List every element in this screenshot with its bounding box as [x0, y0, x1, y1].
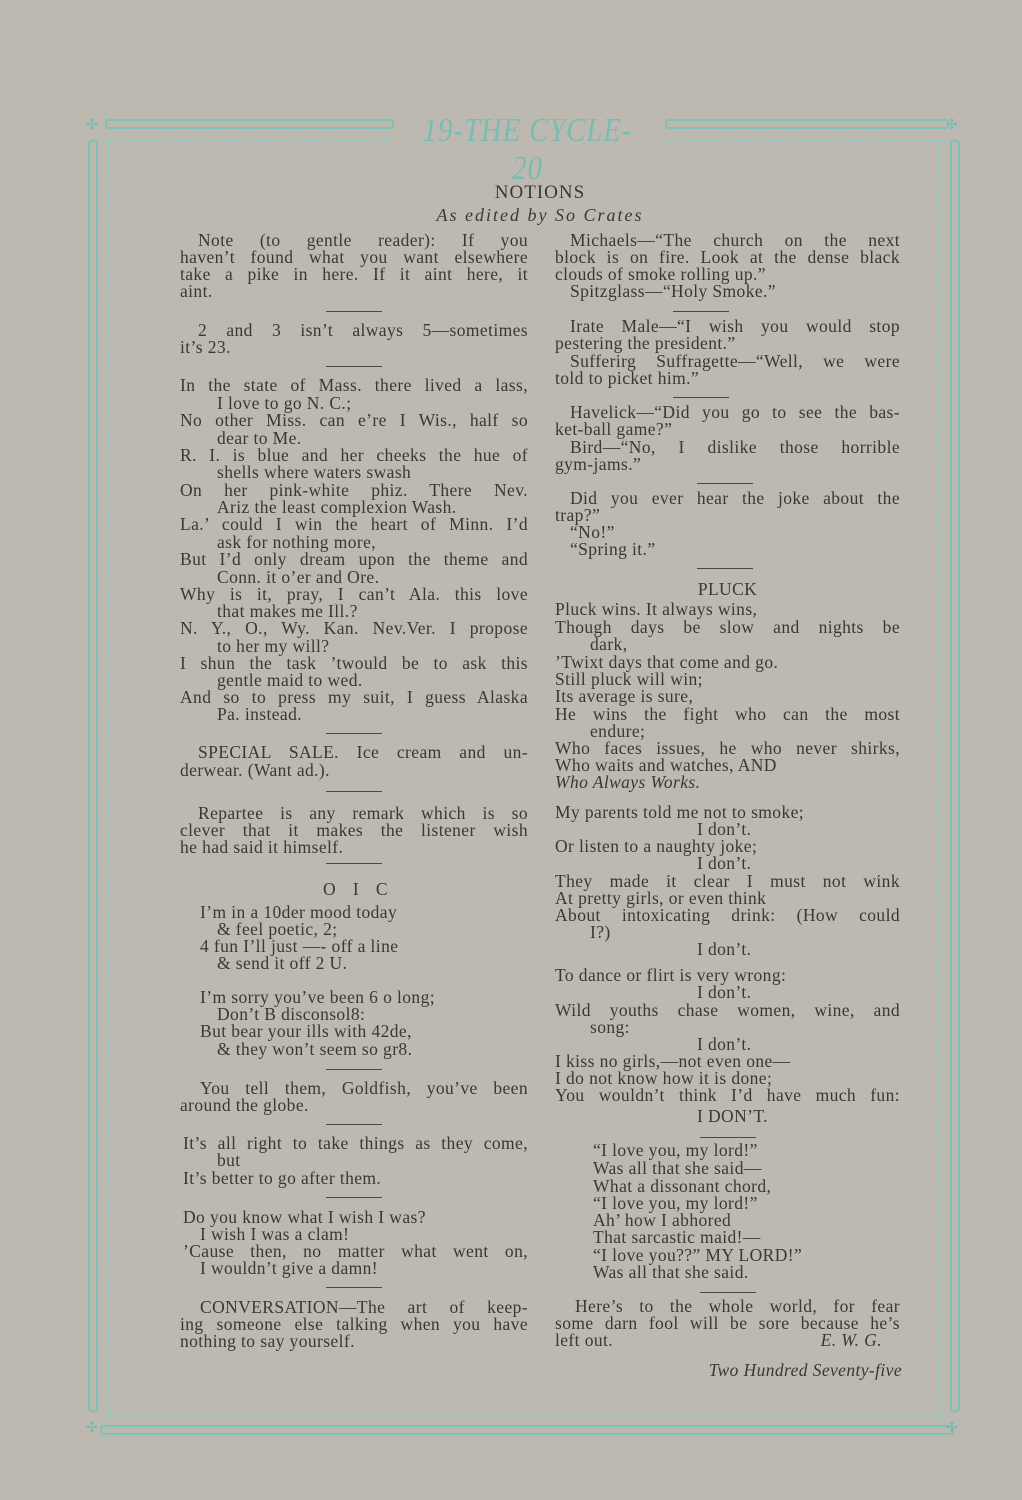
text-line: gym-jams.” — [555, 454, 642, 474]
text-line: Was all that she said— — [593, 1158, 762, 1178]
corner-ornament-icon: ✣ — [946, 1420, 958, 1436]
text-line: some darn fool will be sore because he’s — [555, 1313, 900, 1333]
text-line: My parents told me not to smoke; — [555, 802, 805, 822]
text-line: I?) — [590, 922, 611, 942]
text-line: I kiss no girls,—not even one— — [555, 1051, 791, 1071]
section-divider — [326, 791, 382, 792]
text-line: Sufferirg Suffragette—“Well, we were — [570, 351, 900, 371]
text-line: told to picket him.” — [555, 368, 700, 388]
text-line: Still pluck will win; — [555, 669, 703, 689]
section-divider — [326, 1287, 382, 1288]
text-line: ing someone else talking when you have — [180, 1314, 528, 1334]
border-left-dash — [107, 142, 109, 1414]
text-line: Though days be slow and nights be — [555, 617, 900, 637]
text-line: I do not know how it is done; — [555, 1068, 773, 1088]
text-line: Michaels—“The church on the next — [570, 230, 900, 250]
text-line: Bird—“No, I dislike those horrible — [570, 437, 900, 457]
text-line: “No!” — [570, 522, 615, 542]
text-line: Irate Male—“I wish you would stop — [570, 316, 900, 336]
border-top-left-band — [105, 119, 394, 129]
text-line: SPECIAL SALE. Ice cream and un- — [198, 742, 528, 762]
section-divider — [326, 863, 382, 864]
text-line: But bear your ills with 42de, — [200, 1021, 412, 1041]
page-number: Two Hundred Seventy-five — [708, 1360, 902, 1380]
text-line: Note (to gentle reader): If you — [198, 230, 528, 250]
text-line: ask for nothing more, — [217, 532, 377, 552]
text-line: I wouldn’t give a damn! — [200, 1258, 379, 1278]
corner-ornament-icon: ✣ — [86, 1420, 98, 1436]
text-line: clouds of smoke rolling up.” — [555, 264, 766, 284]
text-line: I love to go N. C.; — [217, 393, 352, 413]
section-divider — [326, 311, 382, 312]
text-line: derwear. (Want ad.). — [180, 760, 330, 780]
text-line: Wild youths chase women, wine, and — [555, 1000, 900, 1020]
text-line: Conn. it o’er and Ore. — [217, 567, 380, 587]
text-line: 2 and 3 isn’t always 5—sometimes — [198, 320, 528, 340]
text-line: R. I. is blue and her cheeks the hue of — [180, 445, 528, 465]
border-top-right-band — [665, 119, 949, 129]
text-line: It’s all right to take things as they come, — [183, 1133, 528, 1153]
text-line: endure; — [590, 721, 646, 741]
text-line: Pa. instead. — [217, 704, 302, 724]
text-line: Ariz the least complexion Wash. — [217, 497, 457, 517]
text-line: “I love you??” MY LORD!” — [593, 1245, 803, 1265]
text-line: nothing to say yourself. — [180, 1331, 355, 1351]
text-line: Its average is sure, — [555, 686, 694, 706]
section-divider — [326, 733, 382, 734]
border-top-left-dash — [105, 139, 390, 141]
text-line: I don’t. — [697, 939, 752, 959]
text-line: Here’s to the whole world, for fear — [575, 1296, 900, 1316]
text-line: O I C — [323, 879, 388, 899]
section-divider — [326, 1124, 382, 1125]
text-line: he had said it himself. — [180, 837, 344, 857]
text-line: They made it clear I must not wink — [555, 871, 900, 891]
text-line: dark, — [590, 634, 628, 654]
author-signature: E. W. G. — [820, 1330, 882, 1350]
section-divider — [697, 483, 753, 484]
text-line: that makes me Ill.? — [217, 601, 358, 621]
text-line: 4 fun I’ll just —- off a line — [200, 936, 399, 956]
text-line: I’m in a 10der mood today — [200, 902, 398, 922]
section-divider — [326, 366, 382, 367]
text-line: In the state of Mass. there lived a lass, — [180, 375, 528, 395]
text-line: aint. — [180, 281, 213, 301]
text-line: & send it off 2 U. — [217, 953, 348, 973]
text-line: “I love you, my lord!” — [593, 1140, 758, 1160]
border-bottom-band — [100, 1425, 954, 1435]
text-line: Don’t B disconsol8: — [217, 1004, 366, 1024]
text-line: haven’t found what you want elsewhere — [180, 247, 528, 267]
text-line: shells where waters swash — [217, 462, 412, 482]
text-line: I don’t. — [697, 853, 752, 873]
text-line: Spitzglass—“Holy Smoke.” — [570, 281, 776, 301]
text-line: ’Cause then, no matter what went on, — [183, 1241, 528, 1261]
text-line: but — [217, 1150, 241, 1170]
text-line: PLUCK — [697, 579, 758, 599]
text-line: That sarcastic maid!— — [593, 1227, 761, 1247]
section-divider — [326, 1197, 382, 1198]
section-divider — [697, 568, 753, 569]
text-line: Was all that she said. — [593, 1262, 749, 1282]
text-line: “Spring it.” — [570, 539, 656, 559]
text-line: pestering the president.” — [555, 333, 736, 353]
text-line: You tell them, Goldfish, you’ve been — [200, 1078, 528, 1098]
text-line: Do you know what I wish I was? — [183, 1207, 426, 1227]
section-divider — [673, 311, 729, 312]
corner-ornament-icon: ✣ — [946, 117, 958, 133]
text-line: You wouldn’t think I’d have much fun: — [555, 1085, 900, 1105]
border-right-dash — [938, 142, 940, 1414]
border-top-right-dash — [665, 139, 945, 141]
text-line: I’m sorry you’ve been 6 o long; — [200, 987, 435, 1007]
text-line: La.’ could I win the heart of Minn. I’d — [180, 514, 528, 534]
text-line: ’Twixt days that come and go. — [555, 652, 779, 672]
text-line: I shun the task ’twould be to ask this — [180, 653, 528, 673]
text-line: Or listen to a naughty joke; — [555, 836, 758, 856]
text-line: Ah’ how I abhored — [593, 1210, 732, 1230]
text-line: No other Miss. can e’re I Wis., half so — [180, 410, 528, 430]
text-line: “I love you, my lord!” — [593, 1193, 758, 1213]
text-line: take a pike in here. If it aint here, it — [180, 264, 528, 284]
text-line: & they won’t seem so gr8. — [217, 1039, 413, 1059]
text-line: I don’t. — [697, 819, 752, 839]
text-line: Who Always Works. — [555, 772, 701, 792]
text-line: I DON’T. — [697, 1106, 768, 1126]
text-line: it’s 23. — [180, 337, 231, 357]
text-line: To dance or flirt is very wrong: — [555, 965, 787, 985]
text-line: Havelick—“Did you go to see the bas- — [570, 402, 900, 422]
article-byline: As edited by So Crates — [436, 205, 644, 225]
text-line: I don’t. — [697, 982, 752, 1002]
corner-ornament-icon: ✣ — [86, 117, 98, 133]
text-line: Pluck wins. It always wins, — [555, 599, 758, 619]
text-line: On her pink-white phiz. There Nev. — [180, 480, 528, 500]
text-line: to her my will? — [217, 636, 330, 656]
text-line: Why is it, pray, I can’t Ala. this love — [180, 584, 528, 604]
text-line: dear to Me. — [217, 428, 302, 448]
text-line: around the globe. — [180, 1095, 309, 1115]
text-line: Repartee is any remark which is so — [198, 803, 528, 823]
text-line: What a dissonant chord, — [593, 1176, 772, 1196]
text-line: CONVERSATION—The art of keep- — [200, 1297, 528, 1317]
article-title: NOTIONS — [494, 182, 586, 203]
text-line: ket-ball game?” — [555, 419, 673, 439]
text-line: Did you ever hear the joke about the — [570, 488, 900, 508]
text-line: block is on fire. Look at the dense black — [555, 247, 900, 267]
running-header: 19-THE CYCLE-20 — [422, 112, 633, 187]
text-line: It’s better to go after them. — [183, 1168, 382, 1188]
text-line: He wins the fight who can the most — [555, 704, 900, 724]
text-line: About intoxicating drink: (How could — [555, 905, 900, 925]
text-line: & feel poetic, 2; — [217, 919, 338, 939]
text-line: I wish I was a clam! — [200, 1224, 350, 1244]
text-line: N. Y., O., Wy. Kan. Nev.Ver. I propose — [180, 618, 528, 638]
section-divider — [673, 397, 729, 398]
section-divider — [326, 1069, 382, 1070]
border-left-band — [88, 140, 98, 1412]
text-line: I don’t. — [697, 1034, 752, 1054]
section-divider — [700, 1137, 756, 1138]
text-line: song: — [590, 1017, 630, 1037]
text-line: Who faces issues, he who never shirks, — [555, 738, 900, 758]
text-line: But I’d only dream upon the theme and — [180, 549, 528, 569]
text-line: And so to press my suit, I guess Alaska — [180, 687, 528, 707]
text-line: gentle maid to wed. — [217, 670, 363, 690]
section-divider — [700, 1292, 756, 1293]
text-line: Who waits and watches, AND — [555, 755, 777, 775]
border-bottom-dash — [105, 1416, 945, 1418]
text-line: left out. — [555, 1330, 614, 1350]
border-right-band — [950, 140, 960, 1412]
text-line: clever that it makes the listener wish — [180, 820, 528, 840]
text-line: At pretty girls, or even think — [555, 888, 767, 908]
text-line: trap?” — [555, 505, 601, 525]
